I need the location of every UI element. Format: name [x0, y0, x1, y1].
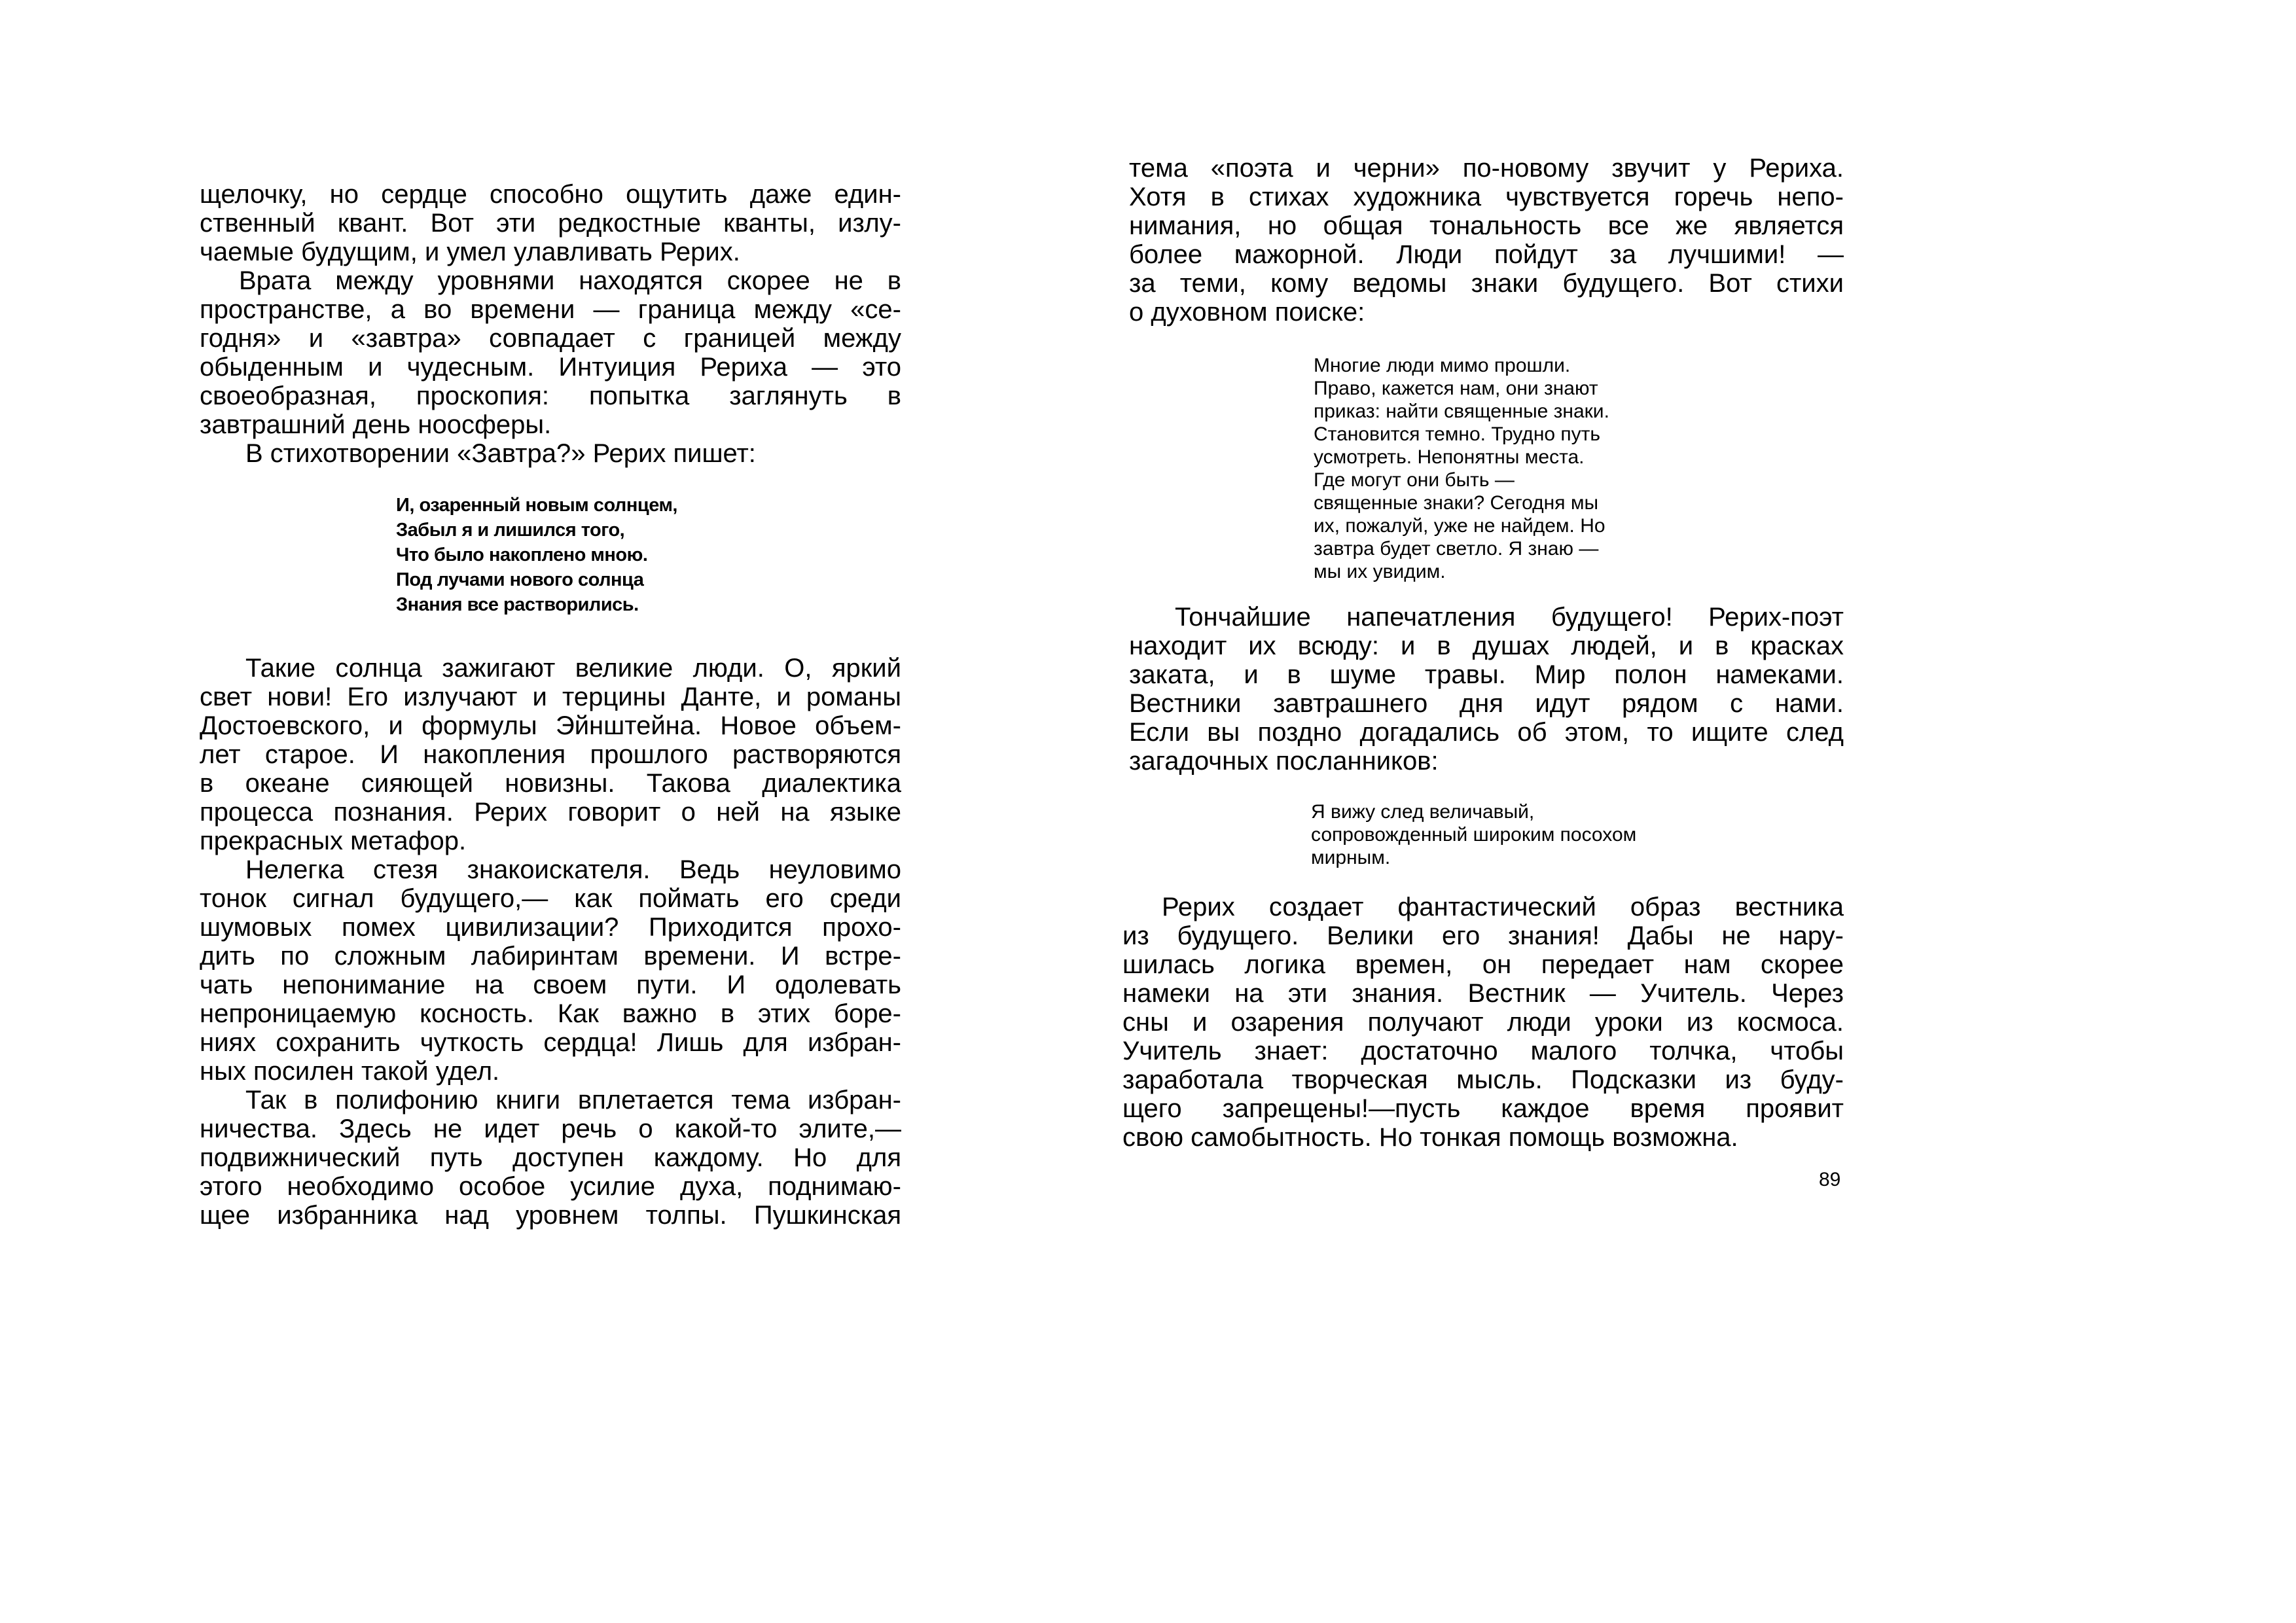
- text-line: щее избранника над уровнем толпы. Пушкинская: [200, 1201, 901, 1230]
- text-line: находит их всюду: и в душах людей, и в красках: [1129, 632, 1844, 660]
- left-paragraph-4: [200, 654, 901, 855]
- text-line: заката, и в шуме травы. Мир полон намеками.: [1129, 660, 1844, 689]
- text-line: Врата между уровнями находятся скорее не в: [239, 266, 901, 295]
- poem-quote-zavtra: [396, 493, 901, 617]
- text-line: завтрашний день ноосферы.: [200, 410, 552, 439]
- text-line: Такие солнца зажигают великие люди. О, яркий: [245, 654, 901, 683]
- poem-line: мирным.: [1311, 847, 1391, 868]
- text-line: пространстве, а во времени — граница между «се-: [200, 295, 901, 324]
- poem-line: мы их увидим.: [1314, 561, 1446, 582]
- text-line: нимания, но общая тональность все же является: [1129, 211, 1844, 240]
- text-line: сны и озарения получают люди уроки из космоса.: [1122, 1008, 1844, 1037]
- text-line: прекрасных метафор.: [200, 827, 467, 855]
- text-line: в океане сияющей новизны. Такова диалектика: [200, 769, 901, 798]
- text-line: дить по сложным лабиринтам времени. И встре-: [200, 942, 901, 971]
- page-number: 89: [1819, 1169, 1841, 1190]
- poem-line: Что было накоплено мною.: [396, 544, 648, 565]
- left-paragraph-5: [200, 855, 901, 1086]
- text-line: ственный квант. Вот эти редкостные кванты, излу-: [200, 209, 901, 238]
- text-line: Учитель знает: достаточно малого толчка, чтобы: [1122, 1037, 1844, 1065]
- text-line: Вестники завтрашнего дня идут рядом с нами.: [1129, 689, 1844, 718]
- text-line: шилась логика времен, он передает нам скорее: [1122, 950, 1844, 979]
- text-line: о духовном поиске:: [1129, 298, 1365, 327]
- text-line: за теми, кому ведомы знаки будущего. Вот стихи: [1129, 269, 1844, 298]
- poem-line: И, озаренный новым солнцем,: [396, 495, 677, 516]
- text-line: более мажорной. Люди пойдут за лучшими! —: [1129, 240, 1844, 269]
- text-line: этого необходимо особое усилие духа, поднимаю-: [200, 1172, 901, 1201]
- left-paragraph-1: [200, 180, 901, 266]
- poem-line: Многие люди мимо прошли.: [1314, 355, 1571, 376]
- text-line: свою самобытность. Но тонкая помощь возможна.: [1122, 1123, 1738, 1152]
- left-paragraph-2: [200, 266, 901, 439]
- poem-line: сопровожденный широким посохом: [1311, 824, 1637, 846]
- right-paragraph-3: [1122, 893, 1844, 1152]
- text-line: шумовых помех цивилизации? Приходится прохо-: [200, 913, 901, 942]
- text-line: Нелегка стезя знакоискателя. Ведь неуловимо: [245, 855, 901, 884]
- poem-line: приказ: найти священные знаки.: [1314, 401, 1609, 422]
- right-page: [1122, 154, 1844, 1152]
- poem-quote-sled: [1311, 800, 1844, 869]
- left-page: [200, 180, 901, 1230]
- text-line: Хотя в стихах художника чувствуется горечь непо-: [1129, 183, 1844, 211]
- text-line: из будущего. Велики его знания! Дабы не нару-: [1122, 921, 1844, 950]
- text-line: ниях сохранить чуткость сердца! Лишь для избран-: [200, 1028, 901, 1057]
- text-line: В стихотворении «Завтра?» Рерих пишет:: [245, 439, 756, 468]
- text-line: Если вы поздно догадались об этом, то ищите след: [1129, 718, 1844, 747]
- text-line: заработала творческая мысль. Подсказки из буду-: [1122, 1065, 1844, 1094]
- text-line: непроницаемую косность. Как важно в этих боре-: [200, 999, 901, 1028]
- text-line: щелочку, но сердце способно ощутить даже един-: [200, 180, 901, 209]
- text-line: загадочных посланников:: [1129, 747, 1439, 776]
- poem-line: Знания все растворились.: [396, 594, 639, 615]
- left-paragraph-6: [200, 1086, 901, 1230]
- text-line: ных посилен такой удел.: [200, 1057, 500, 1086]
- poem-line: Под лучами нового солнца: [396, 569, 644, 590]
- text-line: Рерих создает фантастический образ вестника: [1162, 893, 1844, 921]
- text-line: своеобразная, проскопия: попытка заглянуть в: [200, 382, 901, 410]
- text-line: лет старое. И накопления прошлого растворяются: [200, 740, 901, 769]
- text-line: подвижнический путь доступен каждому. Но для: [200, 1143, 901, 1172]
- poem-line: священные знаки? Сегодня мы: [1314, 492, 1598, 514]
- right-paragraph-2: [1129, 603, 1844, 776]
- right-paragraph-1: [1129, 154, 1844, 327]
- poem-line: Я вижу след величавый,: [1311, 801, 1535, 823]
- poem-line: завтра будет светло. Я знаю —: [1314, 538, 1599, 560]
- text-line: тема «поэта и черни» по-новому звучит у Рериха.: [1129, 154, 1844, 183]
- poem-line: Где могут они быть —: [1314, 469, 1515, 491]
- poem-line: Забыл я и лишился того,: [396, 520, 625, 541]
- poem-line: усмотреть. Непонятны места.: [1314, 446, 1585, 468]
- text-line: намеки на эти знания. Вестник — Учитель. Через: [1122, 979, 1844, 1008]
- text-line: ничества. Здесь не идет речь о какой-то элите,—: [200, 1115, 901, 1143]
- poem-line: Право, кажется нам, они знают: [1314, 378, 1598, 399]
- text-line: чаемые будущим, и умел улавливать Рерих.: [200, 238, 740, 266]
- text-line: процесса познания. Рерих говорит о ней на языке: [200, 798, 901, 827]
- poem-line: Становится темно. Трудно путь: [1314, 423, 1601, 445]
- poem-quote-znaki: [1314, 354, 1844, 583]
- text-line: Достоевского, и формулы Эйнштейна. Новое объем-: [200, 711, 901, 740]
- text-line: обыденным и чудесным. Интуиция Рериха — это: [200, 353, 901, 382]
- text-line: тонок сигнал будущего,— как поймать его среди: [200, 884, 901, 913]
- poem-line: их, пожалуй, уже не найдем. Но: [1314, 515, 1605, 537]
- text-line: Тончайшие напечатления будущего! Рерих-поэт: [1175, 603, 1844, 632]
- text-line: годня» и «завтра» совпадает с границей между: [200, 324, 901, 353]
- text-line: чать непонимание на своем пути. И одолевать: [200, 971, 901, 999]
- left-paragraph-3: [200, 439, 901, 468]
- text-line: свет нови! Его излучают и терцины Данте, и романы: [200, 683, 901, 711]
- text-line: щего запрещены!—пусть каждое время проявит: [1122, 1094, 1844, 1123]
- text-line: Так в полифонию книги вплетается тема избран-: [245, 1086, 901, 1115]
